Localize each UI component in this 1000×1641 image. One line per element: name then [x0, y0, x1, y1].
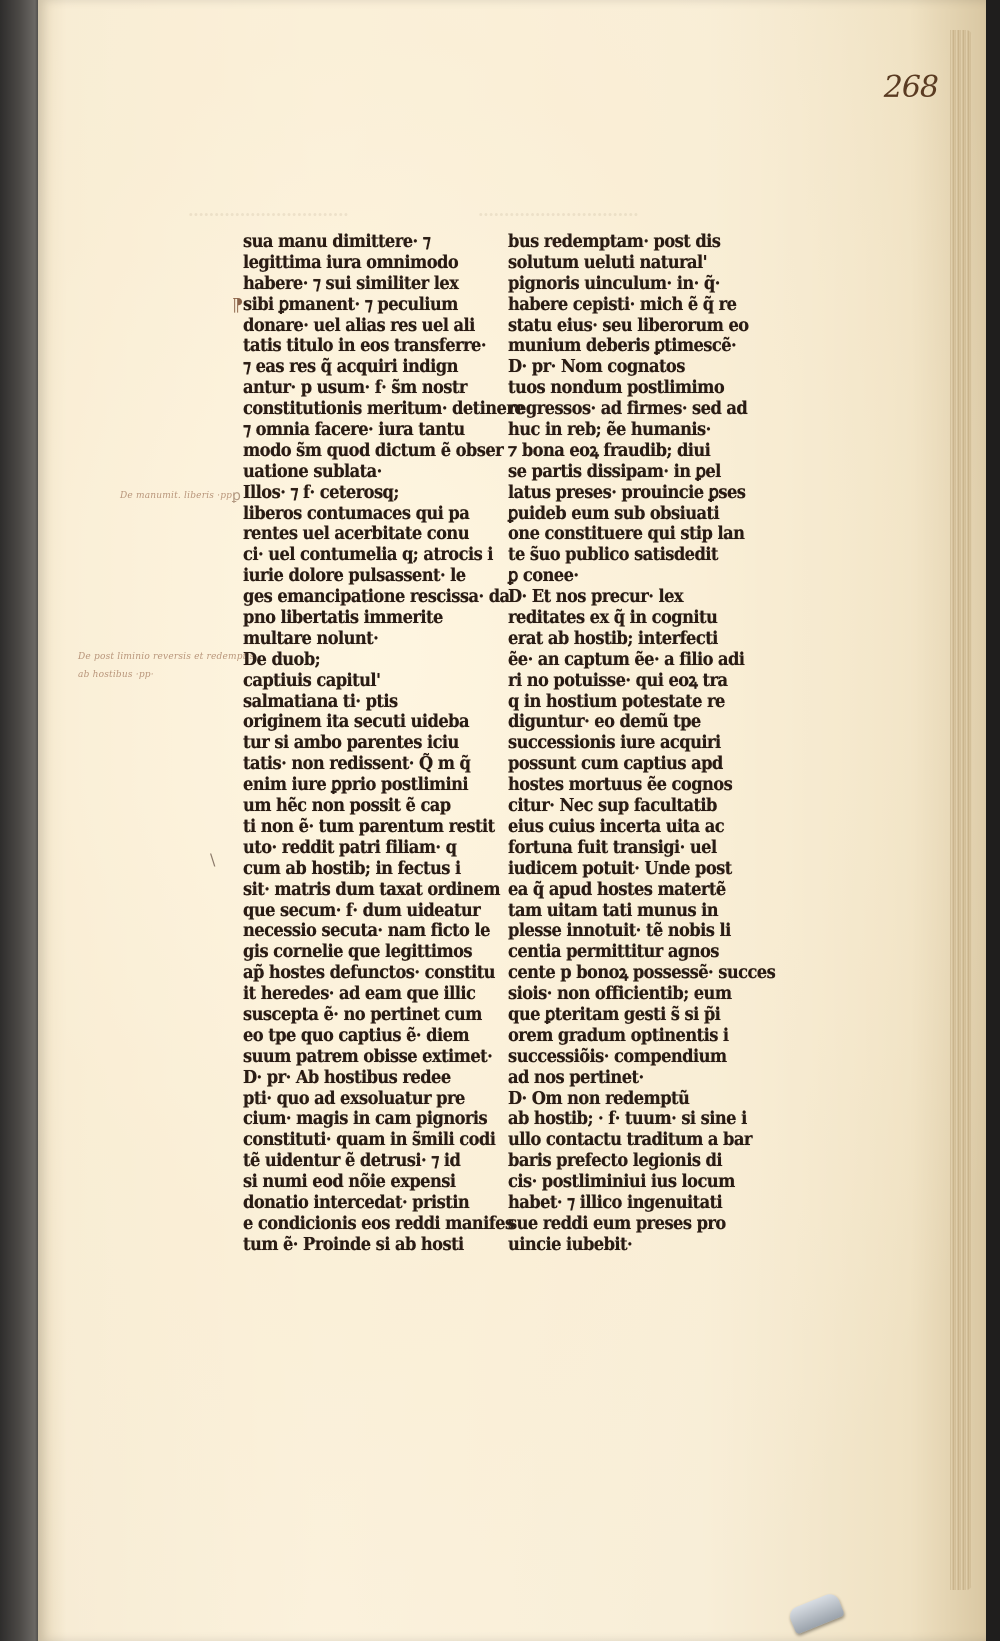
text-line: ab hostib; · f· tuum· si sine i — [508, 1109, 747, 1130]
text-line: it heredes· ad eam que illic — [243, 984, 476, 1005]
text-line: sibi ꝑmanent· ⁊ peculium — [243, 294, 458, 315]
text-line: baris prefecto legionis di — [508, 1151, 722, 1172]
text-line: cum ab hostib; in fectus i — [243, 858, 461, 879]
text-line: tum ẽ· Proinde si ab hosti — [243, 1234, 464, 1255]
text-line: ri no potuisse· qui eoꝝ tra — [508, 670, 728, 691]
text-line: eius cuius incerta uita ac — [508, 816, 725, 837]
text-line: tam uitam tati munus in — [508, 900, 719, 921]
text-line: pno libertatis immerite — [243, 608, 443, 629]
text-line: cium· magis in cam pignoris — [243, 1109, 488, 1130]
manuscript-page — [38, 0, 986, 1641]
text-line: ꝑ conee· — [508, 566, 579, 587]
text-line: que ꝑteritam gesti s̃ si p̃i — [508, 1004, 721, 1025]
text-line: habere· ⁊ sui similiter lex — [243, 273, 459, 294]
text-line: uincie iubebit· — [508, 1234, 633, 1255]
text-line: citur· Nec sup facultatib — [508, 796, 717, 817]
text-line: captiuis capitul' — [243, 670, 381, 691]
text-line: orem gradum optinentis i — [508, 1025, 729, 1046]
text-line: ẽe· an captum ẽe· a filio adi — [508, 649, 745, 670]
text-line: munium deberis ꝑtimescẽ· — [508, 336, 737, 357]
text-line: ad nos pertinet· — [508, 1067, 644, 1088]
text-line: sit· matris dum taxat ordinem — [243, 879, 500, 900]
text-line: fortuna fuit transigi· uel — [508, 837, 717, 858]
bleed-through-text: ······························· — [478, 205, 639, 224]
text-line: enim iure ꝑprio postlimini — [243, 775, 469, 796]
text-line: necessio secuta· nam ficto le — [243, 921, 490, 942]
text-line: e condicionis eos reddi manifes — [243, 1213, 514, 1234]
folio-number: 268 — [883, 70, 938, 105]
text-line: constituti· quam in s̃mili codi — [243, 1130, 496, 1151]
text-line: habet· ⁊ illico ingenuitati — [508, 1192, 723, 1213]
text-line: q in hostium potestate re — [508, 691, 725, 712]
text-line: gis cornelie que legittimos — [243, 942, 473, 963]
text-line: ap̃ hostes defunctos· constitu — [243, 963, 495, 984]
text-line: ꝑuideb eum sub obsiuati — [508, 503, 720, 524]
marginal-stroke-icon: \ — [210, 850, 216, 869]
text-line: suum patrem obisse extimet· — [243, 1046, 493, 1067]
text-line: te s̃uo publico satisdedit — [508, 545, 718, 566]
text-line: one constituere qui stip lan — [508, 524, 745, 545]
text-line: tatis· non redissent· Q̃ m q̃ — [243, 754, 471, 775]
text-line: antur· p usum· f· s̃m nostr — [243, 378, 467, 399]
text-line: iudicem potuit· Unde post — [508, 858, 732, 879]
text-line: D· Et nos precur· lex — [508, 587, 684, 608]
text-line: ea q̃ apud hostes matertẽ — [508, 879, 726, 900]
text-line: legittima iura omnimodo — [243, 252, 459, 273]
text-line: pignoris uinculum· in· q̃· — [508, 273, 720, 294]
text-line: Illos· ⁊ f· ceterosq; — [243, 482, 399, 503]
text-line: donare· uel alias res uel ali — [243, 315, 475, 336]
text-line: successiõis· compendium — [508, 1046, 727, 1067]
text-line: rentes uel acerbitate conu — [243, 524, 469, 545]
text-line: multare nolunt· — [243, 628, 379, 649]
page-edges — [950, 30, 972, 1590]
text-line: ci· uel contumelia q; atrocis i — [243, 545, 493, 566]
text-line: ⁊ omnia facere· iura tantu — [243, 420, 465, 441]
text-line: ⁊ bona eoꝝ fraudib; diui — [508, 440, 711, 461]
text-line: um hẽc non possit ẽ cap — [243, 796, 451, 817]
text-line: ges emancipatione rescissa· da — [243, 587, 510, 608]
text-line: sue reddi eum preses pro — [508, 1213, 726, 1234]
text-line: habere cepisti· mich ẽ q̃ re — [508, 294, 737, 315]
text-line: successionis iure acquiri — [508, 733, 721, 754]
text-line: donatio intercedat· pristin — [243, 1192, 470, 1213]
text-line: hostes mortuus ẽe cognos — [508, 775, 733, 796]
text-line: sua manu dimittere· ⁊ — [243, 232, 431, 252]
text-line: D· pr· Nom cognatos — [508, 357, 685, 378]
text-line: uatione sublata· — [243, 461, 382, 482]
text-line: tẽ uidentur ẽ detrusi· ⁊ id — [243, 1151, 461, 1172]
text-line: ⁊ eas res q̃ acquiri indign — [243, 357, 458, 378]
text-line: ti non ẽ· tum parentum restit — [243, 816, 495, 837]
marginal-note: De post liminio reversis et redemptis — [78, 652, 255, 662]
text-line: salmatiana ti· ptis — [243, 691, 398, 712]
text-line: plesse innotuit· tẽ nobis li — [508, 921, 731, 942]
marginal-note-mark-icon: ꝑ — [232, 488, 241, 504]
text-line: centia permittitur agnos — [508, 942, 719, 963]
text-line: regressos· ad firmes· sed ad — [508, 399, 748, 420]
text-line: modo s̃m quod dictum ẽ obser — [243, 440, 504, 461]
text-line: D· Om non redemptũ — [508, 1088, 690, 1109]
text-line: diguntur· eo demũ tpe — [508, 712, 701, 733]
text-line: De duob; — [243, 649, 321, 670]
text-line: siois· non officientib; eum — [508, 984, 732, 1005]
text-line: uto· reddit patri filiam· q — [243, 837, 457, 858]
text-line: liberos contumaces qui pa — [243, 503, 470, 524]
text-line: ullo contactu traditum a bar — [508, 1130, 752, 1151]
text-line: eo tpe quo captius ẽ· diem — [243, 1025, 470, 1046]
marginal-note: ab hostibus ·pp· — [78, 670, 154, 680]
text-line: pti· quo ad exsoluatur pre — [243, 1088, 465, 1109]
bleed-through-text: ······························· — [188, 205, 349, 224]
text-line: se partis dissipam· in ꝑel — [508, 461, 721, 482]
text-column-left — [243, 232, 525, 1256]
text-line: originem ita secuti uideba — [243, 712, 469, 733]
text-line: reditates ex q̃ in cognitu — [508, 608, 718, 629]
marginal-note: De manumit. liberis ·pp· — [120, 491, 236, 501]
text-line: tur si ambo parentes iciu — [243, 733, 459, 754]
text-line: latus preses· prouincie ꝑses — [508, 482, 746, 503]
text-line: suscepta ẽ· no pertinet cum — [243, 1004, 482, 1025]
text-column-right — [508, 232, 776, 1256]
text-line: D· pr· Ab hostibus redee — [243, 1067, 451, 1088]
text-line: tuos nondum postlimimo — [508, 378, 725, 399]
text-line: possunt cum captius apd — [508, 754, 723, 775]
text-line: solutum ueluti natural' — [508, 252, 708, 273]
text-line: erat ab hostib; interfecti — [508, 628, 718, 649]
text-line: constitutionis meritum· detinere — [243, 399, 525, 420]
text-line: huc in reb; ẽe humanis· — [508, 420, 711, 441]
text-line: cis· postliminiui ius locum — [508, 1172, 735, 1193]
text-line: statu eius· seu liberorum eo — [508, 315, 749, 336]
text-line: que secum· f· dum uideatur — [243, 900, 481, 921]
text-line: tatis titulo in eos transferre· — [243, 336, 486, 357]
text-line: iurie dolore pulsassent· le — [243, 566, 466, 587]
text-line: si numi eod nõie expensi — [243, 1172, 456, 1193]
text-line: cente p bonoꝝ possessẽ· succes — [508, 963, 776, 984]
paragraph-mark-icon: ⁋ — [232, 295, 244, 316]
text-line: bus redemptam· post dis — [508, 232, 721, 252]
